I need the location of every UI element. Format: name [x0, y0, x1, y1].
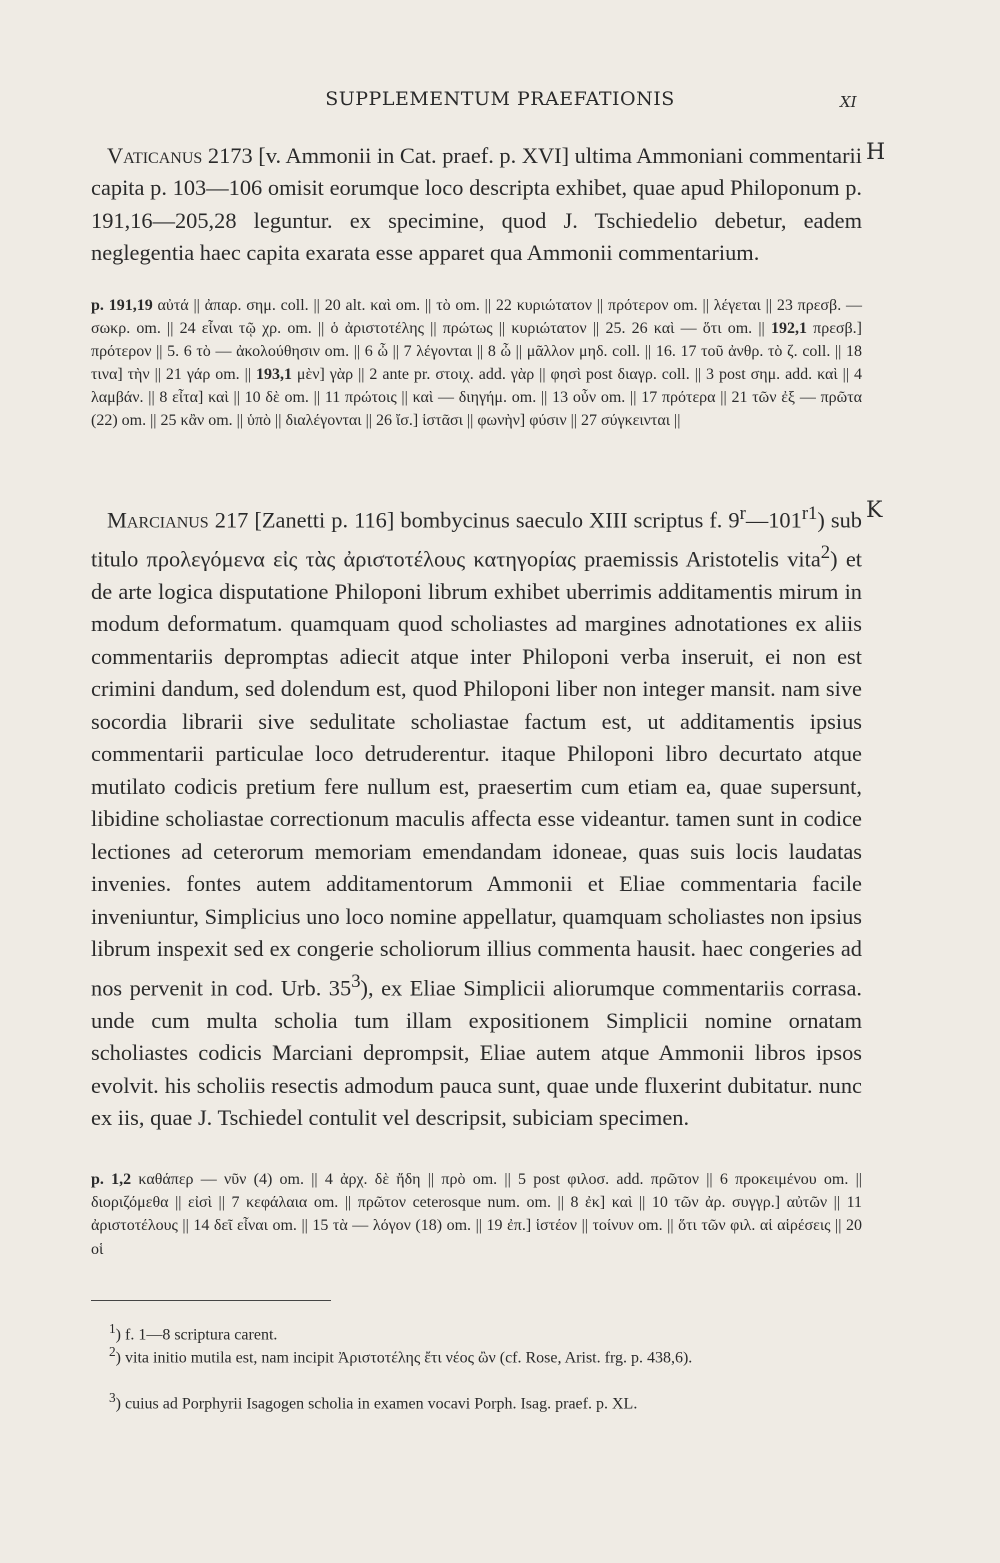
apparatus-ref: p. 1,2 — [91, 1171, 132, 1188]
paragraph-text: ) sub titulo προλεγόμενα εἰς τὰς ἀριστοτέλους κατηγορίας praemissis Aristotelis vita — [91, 507, 862, 572]
page-number: XI — [840, 93, 857, 111]
paragraph-text: 2173 [v. Ammonii in Cat. praef. p. XVI] ultima Ammoniani commentarii capita p. 103—106 omisit eorumque loco descripta exhibet, quae apud Philoponum p. 191,16—205,28 leguntur. ex specimine, quod J. Tschiedelio debetur, eadem neglegentia haec capita exarata esse apparet qua Ammonii commentarium. — [91, 143, 862, 266]
apparatus-ref: p. 191,19 — [91, 297, 153, 314]
footnote-mark[interactable]: 2 — [820, 541, 831, 563]
paragraph-marcianus — [91, 498, 862, 1135]
running-title: SUPPLEMENTUM PRAEFATIONIS — [325, 88, 675, 110]
apparatus-ref: 192,1 — [770, 320, 807, 338]
footnote-number: 1 — [109, 1321, 116, 1336]
paragraph-text: 217 [Zanetti p. 116] bombycinus saeculo XIII scriptus f. 9 — [214, 507, 740, 533]
apparatus-text: πρεσβ.] πρότερον || 5. 6 τὸ — ἀκολούθησιν om. || 6 ὦ || 7 λέγονται || 8 ὦ || μᾶλλον μηδ. coll. || 16. 17 τοῦ ἀνθρ. τὸ ζ. coll. || 18 τινα] τὴν || 21 γάρ om. || — [91, 320, 862, 384]
footnote-3 — [91, 1387, 862, 1414]
paragraph-text: —101 — [745, 507, 802, 533]
paragraph-vaticanus — [91, 140, 862, 270]
footnote-number: 2 — [109, 1344, 116, 1359]
apparatus-text: μὲν] γὰρ || 2 ante pr. στοιχ. add. γὰρ || φησὶ post διαγρ. coll. || 3 post σημ. add. καὶ || 4 λαμβάν. || 8 εἶτα] καὶ || 10 δὲ om. || 11 πρώτοις || καὶ — διηγήμ. om. || 13 οὖν om. || 17 πρότερα || 21 τῶν ἐξ — πρῶτα (22) om. || 25 κἂν om. || ὑπὸ || διαλέγονται || 26 ἴσ.] ἱστᾶσι || φωνὴν] φύσιν || 27 σύγκεινται || — [91, 366, 863, 430]
siglum-k: K — [866, 498, 883, 523]
apparatus-text: καθάπερ — νῦν (4) om. || 4 ἀρχ. δὲ ἤδη || πρὸ om. || 5 post φιλοσ. add. πρῶτον || 6 προκειμένου om. || διοριζόμεθα || εἰσὶ || 7 κεφάλαια om. || πρῶτον ceterosque num. om. || 8 ἐκ] καὶ || 10 τῶν ἀρ. συγγρ.] αὐτῶν || 11 ἀριστοτέλους || 14 δεῖ εἶναι om. || 15 τὰ — λόγον (18) om. || 19 ἐπ.] ἱστέον || τοίνυν om. || ὅτι τῶν φιλ. αἱ αἱρέσεις || 20 οἱ — [91, 1171, 863, 1258]
apparatus-text: αὐτά || ἀπαρ. σημ. coll. || 20 alt. καὶ om. || τὸ om. || 22 κυριώτατον || πρότερον om. || λέγεται || 23 πρεσβ. — σωκρ. om. || 24 εἶναι τῷ χρ. om. || ὁ ἀριστοτέλης || πρώτως || κυριώτατον || 25. 26 καὶ — ὅτι om. || — [91, 297, 863, 338]
footnote-text: ) cuius ad Porphyrii Isagogen scholia in examen vocavi Porph. Isag. praef. p. XL. — [115, 1395, 638, 1413]
superscript: r — [739, 503, 746, 524]
footnote-divider — [91, 1300, 331, 1301]
apparatus-vaticanus — [91, 294, 862, 433]
footnote-text: ) vita initio mutila est, nam incipit Ἀριστοτέλης ἔτι νέος ὢν (cf. Rose, Arist. frg. p. 438,6). — [115, 1349, 693, 1367]
paragraph-text: ), ex Eliae Simplicii aliorumque commentariis corrasa. unde cum multa scholia tum illam expositionem Simplicii nomine ornatam scholiastes codicis Marciani deprompsit, Eliae autem atque Ammonii libros ipsos evolvit. his scholiis resectis admodum pauca sunt, quae unde fluxerint dubitatur. nunc ex iis, quae J. Tschiedel contulit vel descripsit, subiciam specimen. — [91, 975, 862, 1131]
footnote-2 — [91, 1341, 862, 1368]
siglum-h: H — [866, 140, 886, 165]
footnote-mark[interactable]: 1 — [808, 503, 818, 524]
manuscript-name: Vaticanus — [107, 143, 203, 168]
paragraph-text: ) et de arte logica disputatione Philoponi librum exhibet uberrimis additamentis mirum in modum deformatum. quamquam quod scholiastes ad margines adnotationes ex aliis commentariis depromptas adiecit atque inter Philoponi verba inseruit, ei non est crimini dandum, sed dolendum est, quod Philoponi liber non integer mansit. nam sive socordia librarii sive sedulitate scholiastae factum est, ut additamentis ipsius commentarii particulae loco detruderentur. itaque Philoponi libro decurtato atque mutilato codicis pretium fere nullum est, praesertim cum etiam ea, quae supersunt, libidine scholiastae correctionum maculis affecta esse videantur. tamen sunt in codice lectiones ad ceterorum memoriam emendandam idoneae, quas suis locis laudatas invenies. fontes autem additamentorum Ammonii et Eliae commentaria facile inveniuntur, Simplicius uno loco nomine appellatur, quamquam scholiastes non ipsius librum inspexit sed ex congerie scholiorum illius commenta hausit. haec congeries ad nos pervenit in cod. Urb. 35 — [91, 546, 862, 1001]
manuscript-name: Marcianus — [107, 507, 209, 533]
apparatus-ref: 193,1 — [255, 366, 292, 384]
footnote-number: 3 — [109, 1390, 116, 1405]
footnote-text: ) f. 1—8 scriptura carent. — [115, 1326, 278, 1344]
superscript: r — [801, 503, 809, 524]
apparatus-marcianus — [91, 1168, 862, 1261]
footnote-mark[interactable]: 3 — [351, 970, 361, 992]
